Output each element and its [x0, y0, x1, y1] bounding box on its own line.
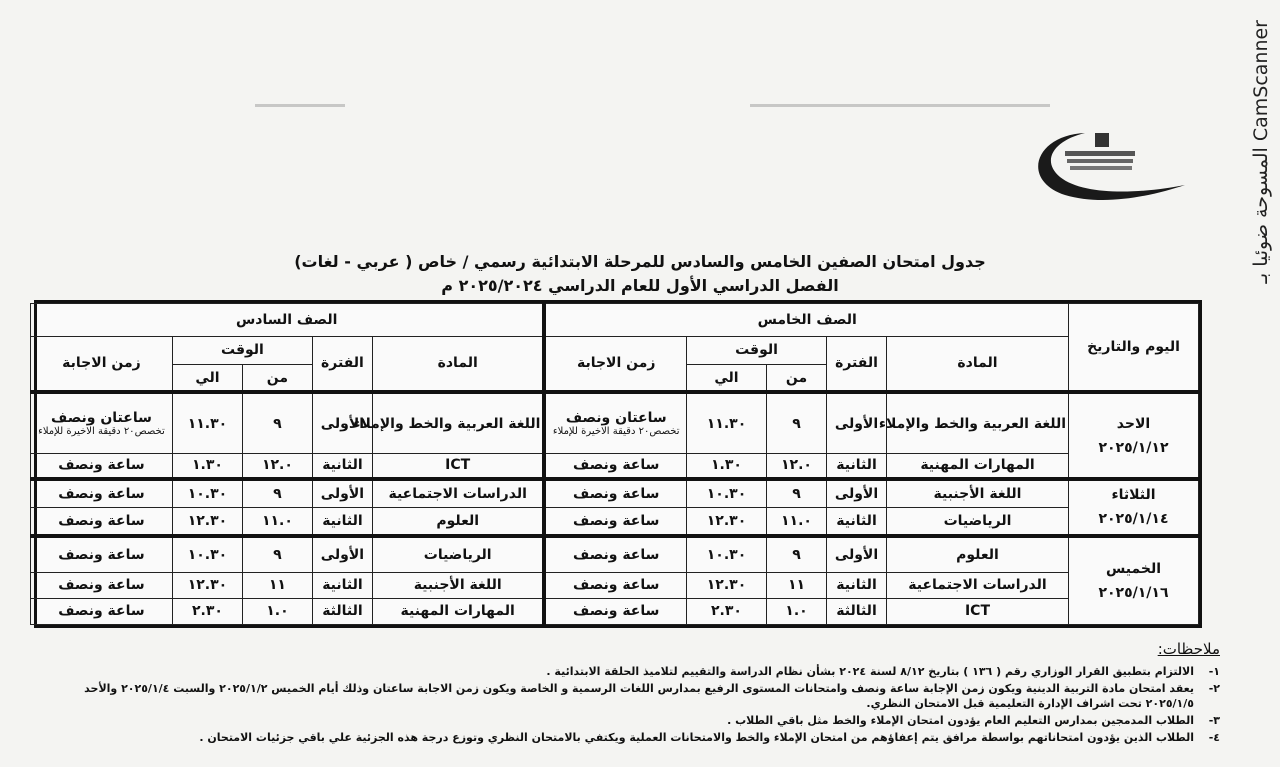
subject-cell: اللغة العربية والخط والإملاء	[372, 392, 544, 453]
from-cell: ١١	[242, 572, 312, 598]
period-cell: الأولى	[312, 479, 372, 507]
directorate-logo	[1025, 125, 1195, 210]
subject-cell: ICT	[372, 453, 544, 479]
day-name: الخميس	[1105, 560, 1162, 577]
to-cell: ١٢.٣٠	[687, 507, 767, 535]
duration-cell: ساعة ونصف	[544, 536, 686, 573]
period-cell: الثانية	[312, 507, 372, 535]
subject-cell: اللغة الأجنبية	[372, 572, 544, 598]
time-header: الوقت	[172, 336, 312, 364]
from-header: من	[242, 364, 312, 392]
exam-date: ٢٠٢٥/١/١٢	[1098, 439, 1169, 456]
dictation-note: تخصص٢٠ دقيقة الاخيرة للإملاء	[552, 426, 680, 438]
from-cell: ١١	[767, 572, 827, 598]
notes-title: ملاحظات:	[1157, 640, 1220, 658]
list-item	[40, 664, 1220, 679]
duration-cell	[30, 392, 172, 453]
table-row	[30, 572, 1198, 598]
to-cell: ١٢.٣٠	[172, 572, 242, 598]
exam-title: جدول امتحان الصفين الخامس والسادس للمرحلة الابتدائية رسمي / خاص ( عربي - لغات)	[294, 252, 986, 271]
duration-cell: ساعة ونصف	[30, 453, 172, 479]
grade6-header: الصف السادس	[30, 304, 544, 337]
grade-header-row	[30, 304, 1198, 337]
period-cell: الأولى	[827, 392, 887, 453]
from-cell: ٩	[767, 536, 827, 573]
time-header: الوقت	[687, 336, 827, 364]
table-row	[30, 453, 1198, 479]
exam-date: ٢٠٢٥/١/١٤	[1098, 511, 1169, 528]
day-date-cell	[1069, 479, 1199, 535]
grade5-header: الصف الخامس	[544, 304, 1068, 337]
period-cell: الأولى	[312, 536, 372, 573]
day-date-cell	[1069, 392, 1199, 479]
from-cell: ٩	[242, 536, 312, 573]
from-cell: ٩	[242, 479, 312, 507]
duration-cell: ساعة ونصف	[30, 536, 172, 573]
note-text: الالتزام بتطبيق القرار الوزاري رقم ( ١٣٦ ) بتاريخ ٨/١٢ لسنة ٢٠٢٤ بشأن نظام الدراسة والتقييم لتلاميذ الحلقة الابتدائية .	[546, 665, 1194, 678]
subject-cell: اللغة العربية والخط والإملاء	[887, 392, 1069, 453]
subject-cell: الرياضيات	[887, 507, 1069, 535]
note-number: ١-	[1208, 665, 1220, 678]
period-cell: الثالثة	[312, 598, 372, 624]
from-cell: ١١.٠	[242, 507, 312, 535]
column-header-row	[30, 336, 1198, 364]
note-number: ٢-	[1208, 682, 1220, 695]
to-cell: ١٢.٣٠	[687, 572, 767, 598]
to-cell: ٢.٣٠	[172, 598, 242, 624]
period-cell: الأولى	[827, 479, 887, 507]
duration-text: ساعتان ونصف	[565, 410, 667, 427]
period-cell: الثانية	[312, 453, 372, 479]
duration-text: ساعتان ونصف	[51, 410, 152, 427]
exam-title-block	[260, 250, 1020, 298]
to-cell: ١٠.٣٠	[172, 479, 242, 507]
from-cell: ١١.٠	[767, 507, 827, 535]
to-cell: ١١.٣٠	[687, 392, 767, 453]
subject-header: المادة	[887, 336, 1069, 392]
scan-line	[750, 104, 1050, 107]
to-cell: ١٠.٣٠	[687, 536, 767, 573]
duration-header: زمن الاجابة	[30, 336, 172, 392]
camscanner-watermark: المسوحة ضوئيا بـ CamScanner	[1250, 20, 1272, 284]
exam-subtitle: الفصل الدراسي الأول للعام الدراسي ٢٠٢٥/٢٠٢٤ م	[441, 276, 839, 295]
note-text: الطلاب الذين يؤدون امتحاناتهم بواسطة مرافق يتم إعفاؤهم من امتحان الإملاء والخط والامتحانات العملية ويكتفي بالامتحان النظري وتوزع درجة هذه الجزئية علي باقي جزئيات الامتحان .	[199, 731, 1194, 744]
from-cell: ١.٠	[242, 598, 312, 624]
to-header: الي	[172, 364, 242, 392]
period-cell: الأولى	[312, 392, 372, 453]
list-item	[40, 713, 1220, 728]
duration-cell: ساعة ونصف	[30, 507, 172, 535]
period-header: الفترة	[312, 336, 372, 392]
day-date-cell	[1069, 536, 1199, 625]
to-cell: ١٠.٣٠	[687, 479, 767, 507]
period-cell: الثانية	[827, 453, 887, 479]
period-cell: الثالثة	[827, 598, 887, 624]
period-header: الفترة	[827, 336, 887, 392]
notes-section	[40, 640, 1220, 747]
subject-header: المادة	[372, 336, 544, 392]
period-cell: الثانية	[827, 507, 887, 535]
day-name: الثلاثاء	[1111, 487, 1156, 504]
duration-cell: ساعة ونصف	[544, 572, 686, 598]
subject-cell: اللغة الأجنبية	[887, 479, 1069, 507]
subject-cell: العلوم	[887, 536, 1069, 573]
list-item	[40, 681, 1220, 711]
note-text: الطلاب المدمجين بمدارس التعليم العام يؤدون امتحان الإملاء والخط مثل باقي الطلاب .	[727, 714, 1194, 727]
duration-cell	[544, 392, 686, 453]
exam-schedule-table	[34, 300, 1202, 628]
from-header: من	[767, 364, 827, 392]
from-cell: ٩	[767, 392, 827, 453]
duration-cell: ساعة ونصف	[544, 479, 686, 507]
period-cell: الأولى	[827, 536, 887, 573]
note-number: ٣-	[1208, 714, 1220, 727]
from-cell: ١٢.٠	[767, 453, 827, 479]
subject-cell: ICT	[887, 598, 1069, 624]
to-header: الي	[687, 364, 767, 392]
duration-cell: ساعة ونصف	[30, 598, 172, 624]
table-row	[30, 392, 1198, 453]
to-cell: ٢.٣٠	[687, 598, 767, 624]
table-row	[30, 536, 1198, 573]
subject-cell: المهارات المهنية	[372, 598, 544, 624]
list-item	[40, 730, 1220, 745]
to-cell: ١٢.٣٠	[172, 507, 242, 535]
from-cell: ١٢.٠	[242, 453, 312, 479]
to-cell: ١٠.٣٠	[172, 536, 242, 573]
duration-cell: ساعة ونصف	[544, 453, 686, 479]
from-cell: ٩	[242, 392, 312, 453]
note-text: يعقد امتحان مادة التربية الدينية ويكون زمن الإجابة ساعة ونصف وامتحانات المستوى الرفيع بمدارس اللغات الرسمية و الخاصة ويكون زمن الاجابة ساعتان وذلك أيام الخميس ٢٠٢٥/١/٢ والسبت ٢٠٢٥/١/٤ والأحد ٢٠٢٥/١/٥ تحت اشراف الإدارة التعليمية قبل الامتحان النظري.	[84, 682, 1194, 710]
duration-header: زمن الاجابة	[544, 336, 686, 392]
exam-date: ٢٠٢٥/١/١٦	[1098, 584, 1169, 601]
duration-cell: ساعة ونصف	[30, 479, 172, 507]
dictation-note: تخصص٢٠ دقيقة الاخيرة للإملاء	[38, 426, 165, 438]
subject-cell: العلوم	[372, 507, 544, 535]
duration-cell: ساعة ونصف	[544, 507, 686, 535]
day-date-header: اليوم والتاريخ	[1069, 304, 1199, 393]
subject-cell: المهارات المهنية	[887, 453, 1069, 479]
duration-cell: ساعة ونصف	[544, 598, 686, 624]
period-cell: الثانية	[827, 572, 887, 598]
table-row	[30, 598, 1198, 624]
subject-cell: الدراسات الاجتماعية	[372, 479, 544, 507]
scan-line	[255, 104, 345, 107]
to-cell: ١١.٣٠	[172, 392, 242, 453]
day-name: الاحد	[1116, 415, 1151, 432]
to-cell: ١.٣٠	[172, 453, 242, 479]
table-row	[30, 507, 1198, 535]
from-cell: ١.٠	[767, 598, 827, 624]
from-cell: ٩	[767, 479, 827, 507]
subject-cell: الرياضيات	[372, 536, 544, 573]
to-cell: ١.٣٠	[687, 453, 767, 479]
note-number: ٤-	[1208, 731, 1220, 744]
subject-cell: الدراسات الاجتماعية	[887, 572, 1069, 598]
table-row	[30, 479, 1198, 507]
duration-cell: ساعة ونصف	[30, 572, 172, 598]
period-cell: الثانية	[312, 572, 372, 598]
